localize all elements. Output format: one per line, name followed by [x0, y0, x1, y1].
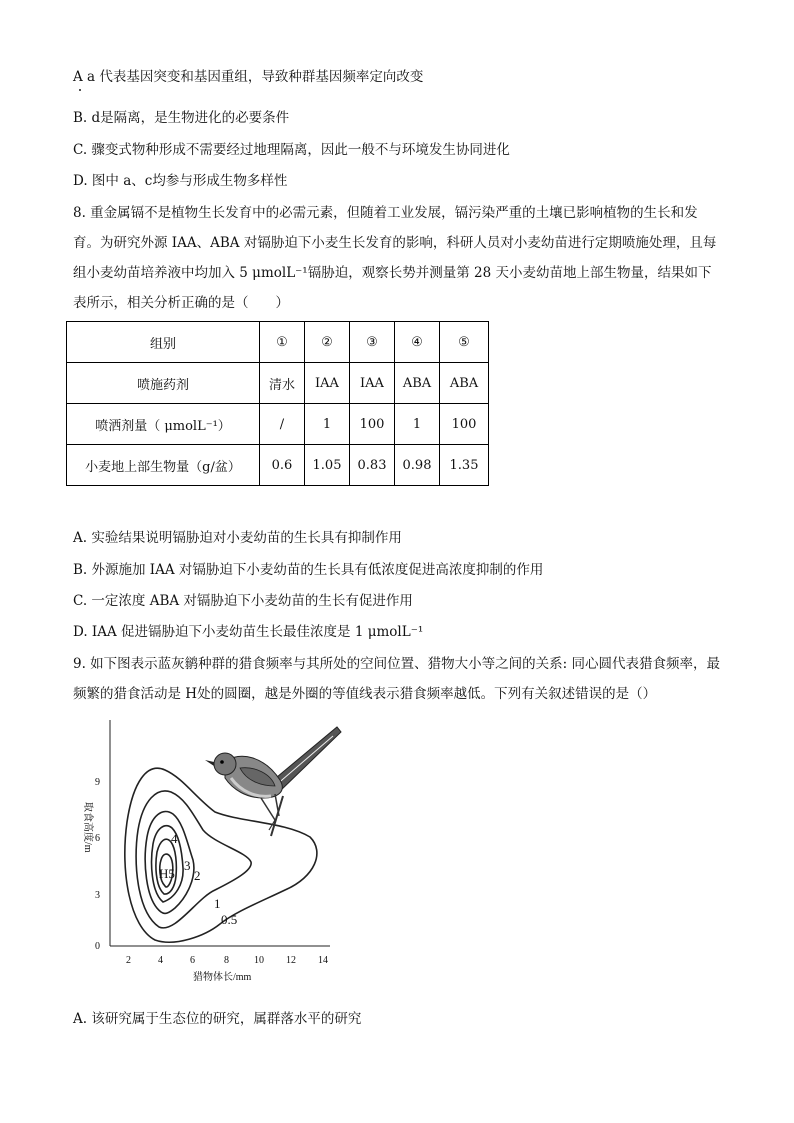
q7-option-a: A a 代表基因突变和基因重组，导致种群基因频率定向改变	[73, 69, 424, 85]
x-tick: 10	[254, 955, 264, 966]
x-tick: 8	[224, 955, 229, 966]
q8-option-c: C. 一定浓度 ABA 对镉胁迫下小麦幼苗的生长有促进作用	[73, 593, 413, 609]
q9-option-a: A. 该研究属于生态位的研究，属群落水平的研究	[73, 1011, 362, 1027]
table-cell: 清水	[260, 363, 305, 404]
table-cell: IAA	[305, 363, 350, 404]
q8-stem: 8. 重金属镉不是植物生长发育中的必需元素，但随着工业发展，镉污染严重的土壤已影响植物的生长和发育。为研究外源 IAA、ABA 对镉胁迫下小麦生长发育的影响，科研人员对小麦幼苗进行定期喷施处理，且每组小麦幼苗培养液中均加入 5 μmolL⁻¹镉胁迫，观察长势并测量第 28 天小麦幼苗地上部生物量，结果如下表所示，相关分析正确的是（ ）	[73, 205, 717, 311]
contour-label-2: 2	[194, 868, 201, 883]
x-axis-label: 猎物体长/mm	[193, 972, 252, 982]
bird-illustration	[205, 727, 341, 836]
x-tick: 6	[190, 955, 195, 966]
contour-label-0.5: 0.5	[221, 912, 238, 927]
table-cell: ②	[305, 322, 350, 363]
q8-option-b: B. 外源施加 IAA 对镉胁迫下小麦幼苗的生长具有低浓度促进高浓度抑制的作用	[73, 562, 544, 578]
x-tick: 2	[126, 955, 131, 966]
contour-label-3: 3	[184, 858, 191, 873]
table-cell: ABA	[395, 363, 440, 404]
table-cell: ①	[260, 322, 305, 363]
y-tick: 6	[95, 833, 100, 844]
x-tick: 4	[158, 955, 163, 966]
table-cell: 100	[350, 404, 395, 445]
x-tick: 12	[286, 955, 296, 966]
table-cell: 0.98	[395, 445, 440, 486]
contour-label-h5: H5	[159, 866, 175, 881]
table-cell: 1	[395, 404, 440, 445]
table-cell: 1	[305, 404, 350, 445]
y-tick: 0	[95, 941, 100, 952]
table-cell: 喷洒剂量（ μmolL⁻¹）	[67, 404, 260, 445]
q9-stem: 9. 如下图表示蓝灰鹟种群的猎食频率与其所处的空间位置、猎物大小等之间的关系: 同心圆代表猎食频率，最频繁的猎食活动是 H处的圆圈，越是外圈的等值线表示猎食频率越低。下列有关叙述错误的是（）	[73, 656, 721, 702]
table-cell: 喷施药剂	[67, 363, 260, 404]
table-cell: ABA	[440, 363, 489, 404]
q7-option-c: C. 骤变式物种形成不需要经过地理隔离，因此一般不与环境发生协同进化	[73, 142, 510, 158]
table-row	[67, 445, 489, 486]
stray-dot	[79, 89, 81, 91]
x-tick: 14	[318, 955, 328, 966]
q8-data-table	[66, 321, 489, 486]
table-cell: ③	[350, 322, 395, 363]
table-cell: ④	[395, 322, 440, 363]
table-row	[67, 363, 489, 404]
table-cell: ⑤	[440, 322, 489, 363]
table-cell: 小麦地上部生物量（g/盆）	[67, 445, 260, 486]
contour-label-4: 4	[171, 831, 178, 846]
foraging-contour-figure	[75, 712, 345, 982]
y-tick: 9	[95, 777, 100, 788]
table-cell: 0.6	[260, 445, 305, 486]
table-row	[67, 322, 489, 363]
table-cell: 1.05	[305, 445, 350, 486]
table-cell: 0.83	[350, 445, 395, 486]
table-cell: 100	[440, 404, 489, 445]
q7-option-b: B. d是隔离，是生物进化的必要条件	[73, 110, 290, 126]
y-tick: 3	[95, 890, 100, 901]
table-cell: 1.35	[440, 445, 489, 486]
q8-option-d: D. IAA 促进镉胁迫下小麦幼苗生长最佳浓度是 1 μmolL⁻¹	[73, 624, 424, 640]
table-row	[67, 404, 489, 445]
table-cell: IAA	[350, 363, 395, 404]
table-cell: 组别	[67, 322, 260, 363]
q7-option-d: D. 图中 a、c均参与形成生物多样性	[73, 173, 288, 189]
table-cell: /	[260, 404, 305, 445]
contour-label-1: 1	[214, 896, 221, 911]
q8-option-a: A. 实验结果说明镉胁迫对小麦幼苗的生长具有抑制作用	[73, 530, 402, 546]
y-axis-label: 取食高度/m	[82, 802, 93, 853]
